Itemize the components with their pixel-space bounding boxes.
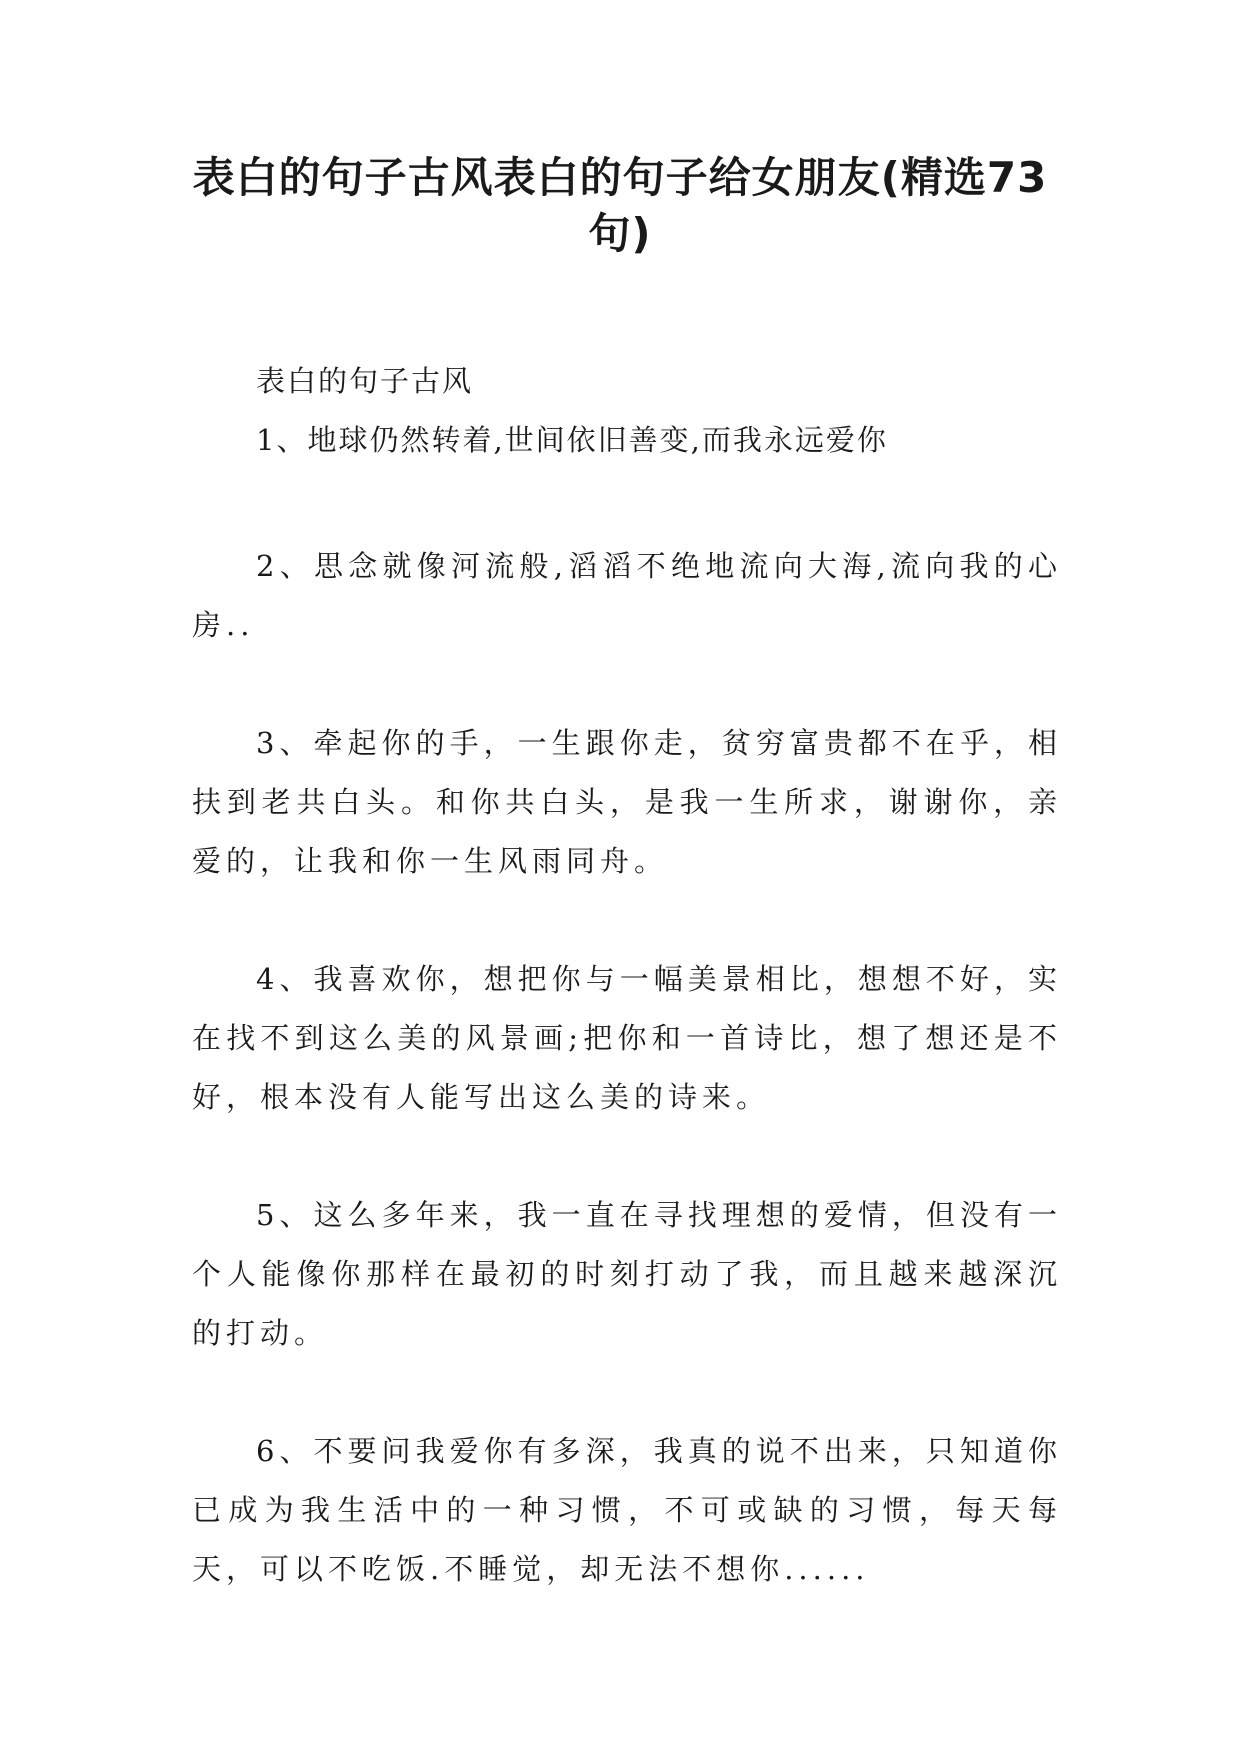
list-item: 2、思念就像河流般,滔滔不绝地流向大海,流向我的心房.. bbox=[192, 549, 1062, 642]
list-item: 3、牵起你的手，一生跟你走，贫穷富贵都不在乎，相扶到老共白头。和你共白头，是我一生所求，谢谢你，亲爱的，让我和你一生风雨同舟。 bbox=[192, 726, 1062, 878]
list-item: 5、这么多年来，我一直在寻找理想的爱情，但没有一个人能像你那样在最初的时刻打动了我，而且越来越深沉的打动。 bbox=[192, 1198, 1062, 1350]
section-heading: 表白的句子古风 bbox=[256, 364, 474, 398]
list-item: 1、地球仍然转着,世间依旧善变,而我永远爱你 bbox=[256, 423, 888, 457]
document-title: 表白的句子古风表白的句子给女朋友(精选73句) bbox=[192, 153, 1048, 258]
list-item: 6、不要问我爱你有多深，我真的说不出来，只知道你已成为我生活中的一种习惯，不可或缺的习惯，每天每天，可以不吃饭.不睡觉，却无法不想你...... bbox=[192, 1434, 1062, 1586]
document-body bbox=[192, 360, 1062, 1658]
list-item: 4、我喜欢你，想把你与一幅美景相比，想想不好，实在找不到这么美的风景画;把你和一首诗比，想了想还是不好，根本没有人能写出这么美的诗来。 bbox=[192, 962, 1062, 1114]
